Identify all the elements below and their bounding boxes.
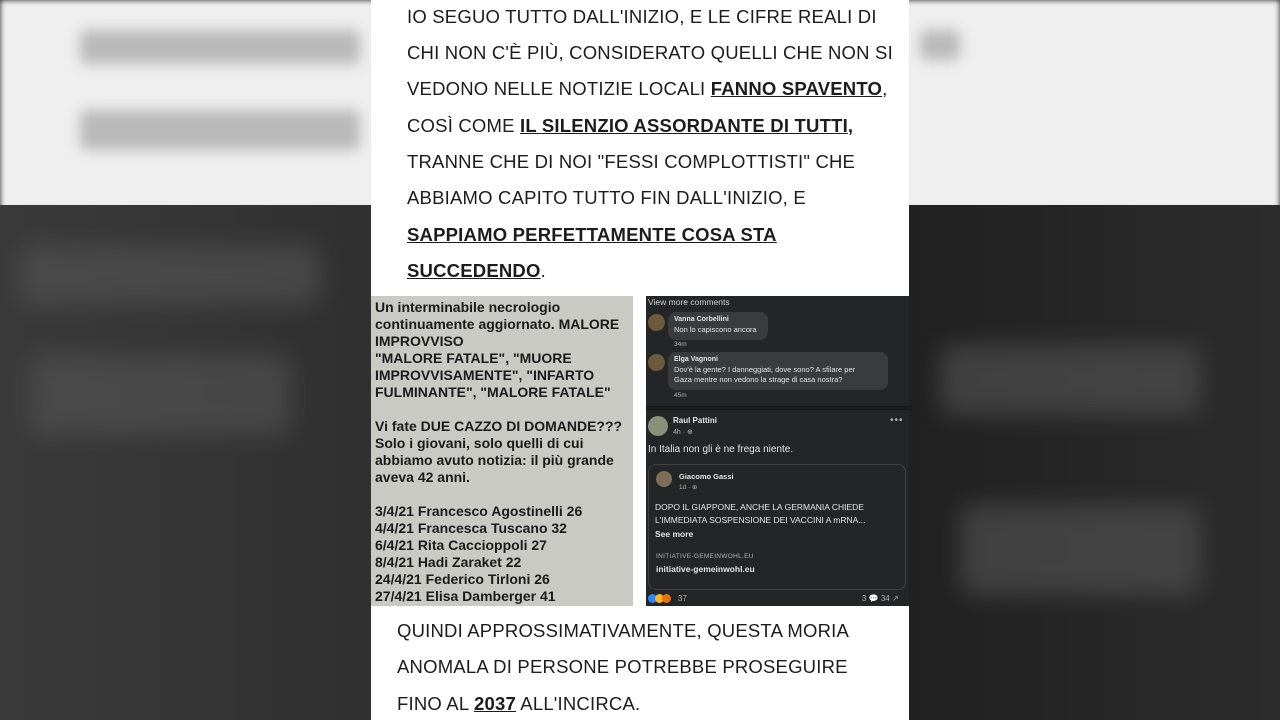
necrology-heading-2: continuamente aggiornato. MALORE — [375, 316, 620, 332]
shared-post-author[interactable]: Giacomo Gassi — [679, 472, 734, 481]
facebook-post — [646, 406, 909, 606]
see-more-link[interactable]: See more — [655, 529, 694, 539]
necrology-entry: 3/4/21 Francesco Agostinelli 26 — [375, 503, 583, 519]
intro-line-4: COSÌ COME IL SILENZIO ASSORDANTE DI TUTTI, — [407, 115, 854, 136]
outro-line-2: ANOMALA DI PERSONE POTREBBE PROSEGUIRE — [397, 656, 848, 677]
post-text: In Italia non gli è ne frega niente. — [648, 444, 794, 455]
outro-line-1: QUINDI APPROSSIMATIVAMENTE, QUESTA MORIA — [397, 620, 850, 641]
comment-author[interactable]: Elga Vagnoni — [674, 356, 718, 363]
shared-post-meta: 1d · ⊕ — [679, 484, 698, 491]
necrology-question-1: Vi fate DUE CAZZO DI DOMANDE??? — [375, 418, 623, 434]
facebook-screenshot — [646, 296, 909, 606]
link-domain: INITIATIVE-GEMEINWOHL.EU — [656, 553, 754, 560]
outro-line-3: FINO AL 2037 ALL'INCIRCA. — [397, 693, 641, 714]
necrology-heading-1: Un interminabile necrologio — [375, 299, 561, 315]
necrology-question-3: abbiamo avuto notizia: il più grande — [375, 452, 614, 468]
shared-post-text: DOPO IL GIAPPONE, ANCHE LA GERMANIA CHIEDE L'IMMEDIATA SOSPENSIONE DEI VACCINI A mRNA... — [655, 502, 866, 525]
necrology-panel — [371, 296, 633, 606]
intro-line-1: IO SEGUO TUTTO DALL'INIZIO, E LE CIFRE REALI DI — [407, 6, 877, 27]
emphasis-text: SUCCEDENDO — [407, 260, 541, 281]
intro-text-block — [371, 0, 909, 296]
more-options-icon[interactable]: ••• — [890, 415, 904, 426]
avatar[interactable] — [656, 471, 672, 487]
emphasis-text: SAPPIAMO PERFETTAMENTE COSA STA — [407, 224, 777, 245]
necrology-heading-6: FULMINANTE", "MALORE FATALE" — [375, 384, 611, 400]
outro-text-block — [371, 606, 909, 720]
post-meta[interactable]: 4h · ⊕ — [673, 429, 693, 436]
emphasis-text: 2037 — [474, 693, 516, 714]
necrology-heading-4: "MALORE FATALE", "MUORE — [375, 350, 572, 366]
necrology-entry: 8/4/21 Hadi Zaraket 22 — [375, 554, 522, 570]
comment-text: Gaza mentre non vedono la strage di casa nostra? — [674, 375, 843, 384]
reaction-icons[interactable] — [648, 594, 668, 604]
comment-time[interactable]: 45m — [674, 392, 687, 399]
emphasis-text: IL SILENZIO ASSORDANTE DI TUTTI — [520, 115, 848, 136]
intro-line-8: SUCCEDENDO. — [407, 260, 546, 281]
necrology-entry: 4/4/21 Francesca Tuscano 32 — [375, 520, 567, 536]
angry-icon — [662, 594, 671, 603]
post-author[interactable]: Raul Pattini — [673, 416, 718, 425]
emphasis-text: FANNO SPAVENTO — [710, 78, 883, 99]
necrology-heading-5: IMPROVVISAMENTE", "INFARTO — [375, 367, 595, 383]
intro-line-3: VEDONO NELLE NOTIZIE LOCALI FANNO SPAVENTO, — [407, 78, 888, 99]
avatar[interactable] — [648, 354, 665, 371]
avatar[interactable] — [648, 416, 668, 436]
reaction-count[interactable]: 37 — [678, 594, 687, 603]
necrology-question-2: Solo i giovani, solo quelli di cui — [375, 435, 584, 451]
comment-text: Dov'è la gente? I danneggiati, dove sono? A sfilare per — [674, 365, 856, 374]
comment-text: Non lo capiscono ancora — [674, 325, 757, 334]
necrology-question-4: aveva 42 anni. — [375, 469, 470, 485]
necrology-entry: 6/4/21 Rita Caccioppoli 27 — [375, 537, 547, 553]
comments-shares-count[interactable]: 3 💬 34 ↗ — [862, 594, 899, 603]
link-title[interactable]: initiative-gemeinwohl.eu — [656, 564, 755, 574]
intro-line-6: ABBIAMO CAPITO TUTTO FIN DALL'INIZIO, E — [407, 187, 806, 208]
avatar[interactable] — [648, 314, 665, 331]
shared-post-card[interactable] — [648, 464, 906, 590]
image-collage — [371, 0, 909, 720]
necrology-entry: 27/4/21 Elisa Damberger 41 — [375, 588, 556, 604]
necrology-entry: 24/4/21 Federico Tirloni 26 — [375, 571, 550, 587]
intro-line-2: CHI NON C'È PIÙ, CONSIDERATO QUELLI CHE NON SI — [407, 42, 893, 63]
intro-line-5: TRANNE CHE DI NOI "FESSI COMPLOTTISTI" CHE — [407, 151, 856, 172]
intro-line-7 — [407, 224, 777, 246]
comment-time[interactable]: 34m — [674, 341, 687, 348]
comment-author[interactable]: Vanna Corbellini — [674, 316, 729, 323]
view-more-comments-link[interactable]: View more comments — [648, 297, 730, 307]
necrology-heading-3: IMPROVVISO — [375, 333, 464, 349]
